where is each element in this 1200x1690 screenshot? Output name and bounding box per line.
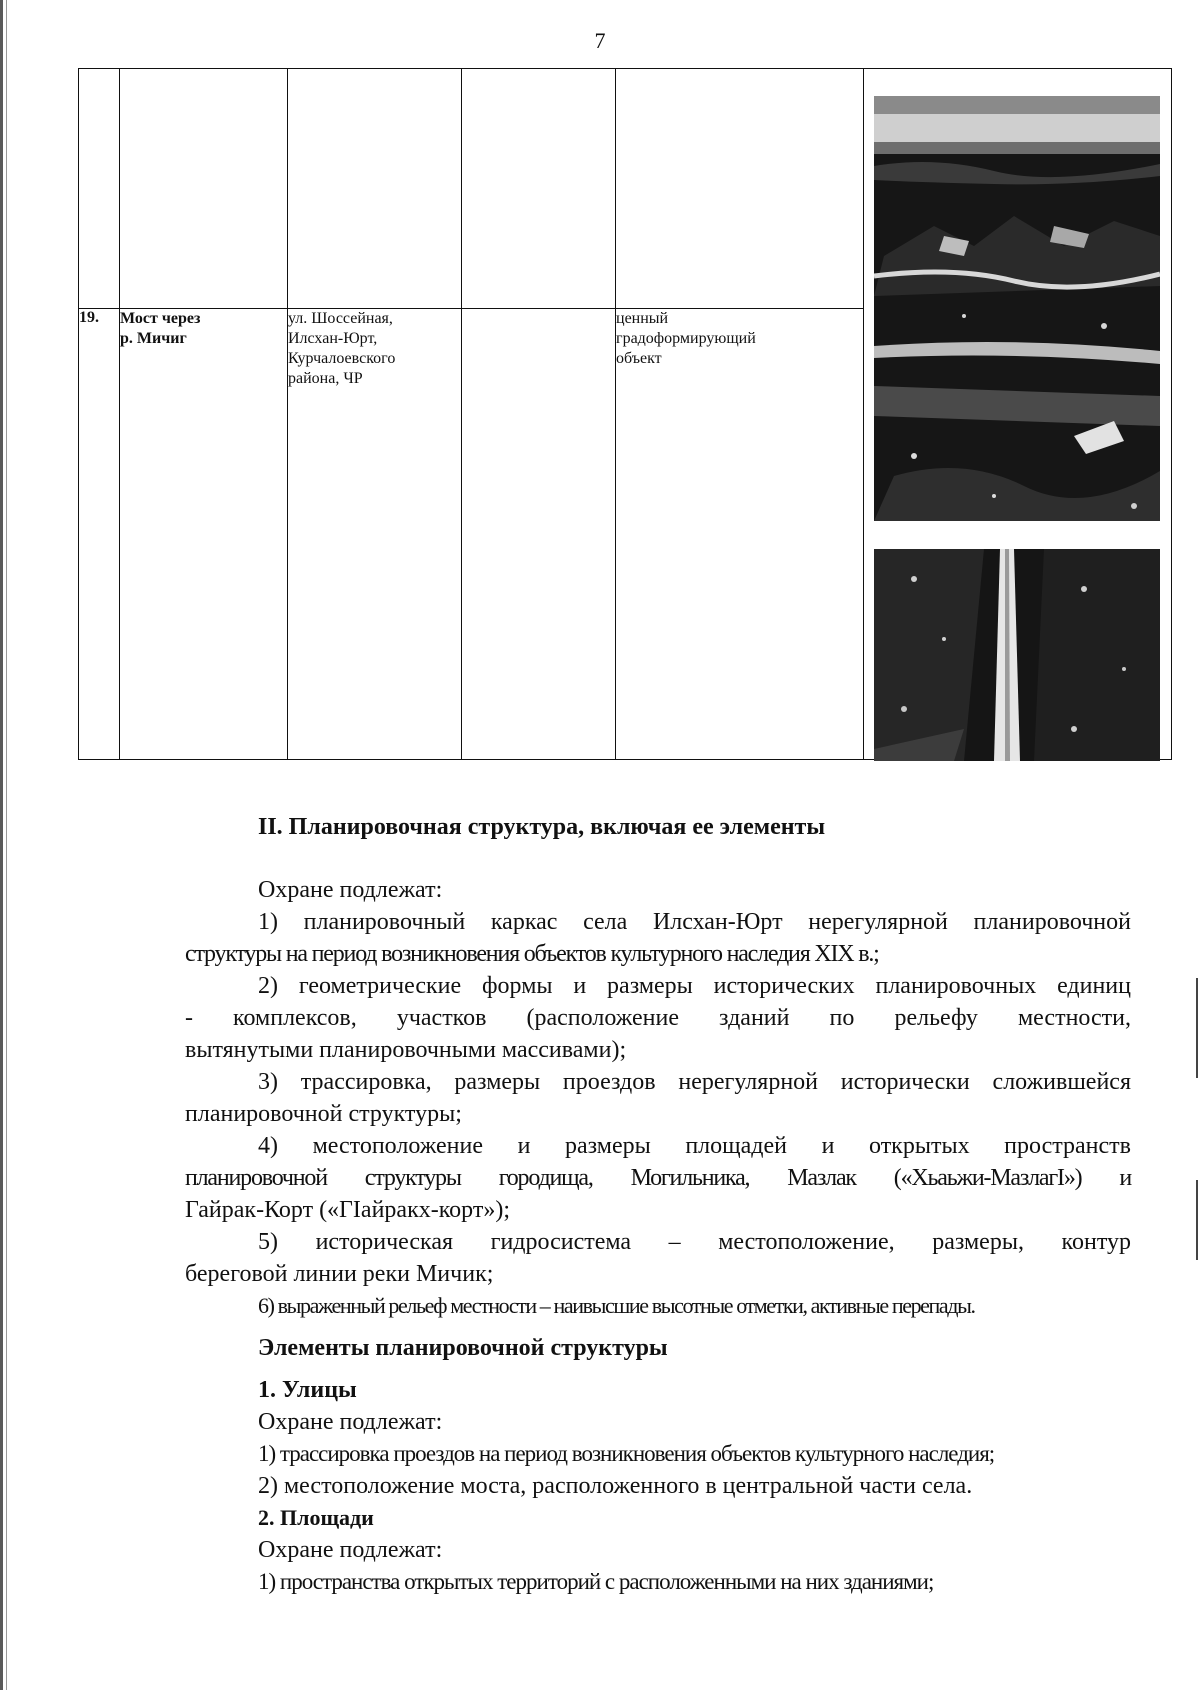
list-item-4-cont: планировочной структуры городища, Могильника, Мазлак («Хьаьжи-МазлагI») и	[185, 1165, 1131, 1191]
streets-item-1: 1) трассировка проездов на период возникновения объектов культурного наследия;	[258, 1441, 995, 1466]
list-item-5: 5) историческая гидросистема – местоположение, размеры, контур	[258, 1229, 1131, 1255]
address-line: района, ЧР	[288, 370, 363, 387]
scan-edge-inner	[6, 0, 7, 1690]
list-item-1-cont: структуры на период возникновения объектов культурного наследия XIX в.;	[185, 941, 879, 967]
address-line: Илсхан-Юрт,	[288, 330, 378, 347]
photo-cell	[864, 69, 1172, 760]
scan-mark	[1196, 978, 1198, 1078]
bridge-aerial-photo	[874, 96, 1160, 521]
objects-table	[78, 68, 1172, 760]
table-cell	[288, 69, 462, 309]
object-name-line: Мост через	[120, 310, 201, 327]
object-name-line: р. Мичиг	[120, 330, 187, 347]
category-line: градоформирующий	[616, 330, 756, 347]
category-line: объект	[616, 350, 662, 367]
category-line: ценный	[616, 310, 669, 327]
list-item-2-cont: вытянутыми планировочными массивами);	[185, 1037, 627, 1063]
list-item-6: 6) выраженный рельеф местности – наивысшие высотные отметки, активные перепады.	[258, 1293, 975, 1318]
object-name	[120, 309, 288, 760]
list-item-2-cont: - комплексов, участков (расположение зданий по рельефу местности,	[185, 1005, 1131, 1031]
object-category	[616, 309, 864, 760]
list-item-4-cont: Гайрак-Корт («ГIайракх-корт»);	[185, 1197, 510, 1223]
streets-item-2: 2) местоположение моста, расположенного в центральной части села.	[258, 1473, 973, 1499]
squares-intro: Охране подлежат:	[258, 1537, 443, 1563]
table-cell	[462, 69, 616, 309]
squares-title: 2. Площади	[258, 1505, 374, 1530]
list-item-3-cont: планировочной структуры;	[185, 1101, 462, 1127]
paragraph-intro: Охране подлежат:	[258, 877, 443, 903]
list-item-5-cont: береговой линии реки Мичик;	[185, 1261, 494, 1287]
streets-intro: Охране подлежат:	[258, 1409, 443, 1435]
scan-edge	[0, 0, 3, 1690]
list-item-3: 3) трассировка, размеры проездов нерегулярной исторически сложившейся	[258, 1069, 1131, 1095]
subsection-title: Элементы планировочной структуры	[258, 1335, 668, 1361]
address-line: Курчалоевского	[288, 350, 396, 367]
bridge-road-photo	[874, 549, 1160, 761]
table-cell-empty	[462, 309, 616, 760]
object-address	[288, 309, 462, 760]
streets-title: 1. Улицы	[258, 1377, 357, 1403]
list-item-1: 1) планировочный каркас села Илсхан-Юрт нерегулярной планировочной	[258, 909, 1131, 935]
table-cell	[616, 69, 864, 309]
page-number: 7	[594, 28, 606, 53]
list-item-2: 2) геометрические формы и размеры исторических планировочных единиц	[258, 973, 1131, 999]
table-row-continued	[79, 69, 1172, 309]
row-number: 19.	[79, 309, 120, 760]
address-line: ул. Шоссейная,	[288, 310, 393, 327]
table-cell	[120, 69, 288, 309]
section-title: II. Планировочная структура, включая ее элементы	[258, 814, 826, 840]
table-cell	[79, 69, 120, 309]
squares-item-1: 1) пространства открытых территорий с расположенными на них зданиями;	[258, 1569, 934, 1594]
list-item-4: 4) местоположение и размеры площадей и открытых пространств	[258, 1133, 1131, 1159]
scan-mark	[1196, 1180, 1198, 1260]
